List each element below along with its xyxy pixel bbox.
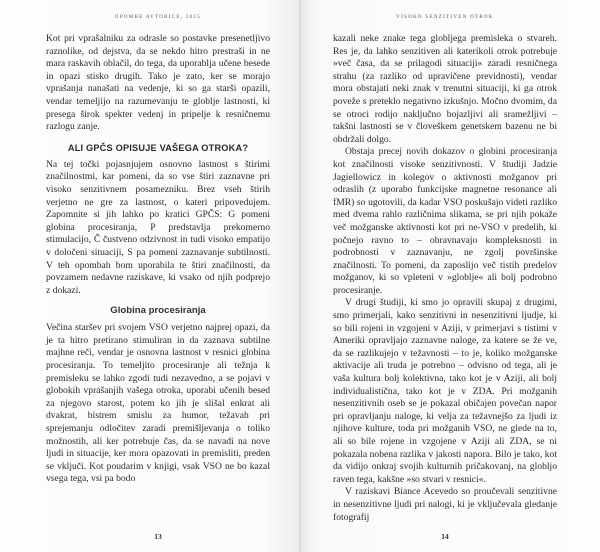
paragraph: Na tej točki pojasnjujem osnovno lastnost s štirimi značilnostmi, kar pomeni, da so vse štiri zaznavne pri visoko senzitivnem posamezniku. Brez vseh štirih verjetno ne gre za lastnost, o kateri pripovedujem. Zapomnite si jih lahko po kratici GPČS: G pomeni globina procesiranja, P predstavlja prekomerno stimulacijo, Č čustveno odzivnost in tudi visoko empatijo v določeni situaciji, S pa pomeni zaznavanje subtilnosti. V teh opombah bom uporabila te štiri značilnosti, da povzamem nedavne raziskave, ki vsako od njih podprejo z dokazi. xyxy=(46,158,270,296)
running-head-right: VISOKO SENZITIVEN OTROK xyxy=(396,15,494,20)
paragraph: kazali neke znake tega globljega premisleka o stvareh. Res je, da lahko senzitiven ali katerikoli otrok potrebuje »več časa, da se prilagodi situaciji« zaradi resničnega strahu (za razliko od upravičene previdnosti), vendar mora obstajati neki znak v trenutni situaciji, ki ga otrok poveže s preteklo negativno izkušnjo. Močno dvomim, da se otroci rodijo naključno bojazljivi ali sramežljivi – takšni lastnosti se v človeškem genetskem bazenu ne bi obdržali dolgo. xyxy=(333,33,557,145)
right-page xyxy=(300,0,600,552)
book-gutter xyxy=(299,0,301,552)
paragraph: V drugi študiji, ki smo jo opravili skupaj z drugimi, smo primerjali, kako senzitivni in nesenzitivni ljudje, ki so bili rojeni in vzgojeni v Aziji, v primerjavi s tistimi v Ameriki opravljajo zaznavne naloge, za katere se že ve, da se razlikujejo v težavnosti – to je, koliko možganske aktivacije ali truda je potrebno – odvisno od tega, ali je vaša kultura bolj kolektivna, tako kot je v Aziji, ali bolj individualistična, tako kot je v ZDA. Pri možganih nesenzitivnih oseb se je pokazal običajen povečan napor pri opravljanju naloge, ki velja za težavnejšo za ljudi iz njihove kulture, toda pri možganih VSO, ne glede na to, ali so bile rojene in vzgojene v Aziji ali ZDA, se ni pokazala nobena razlika v jakosti napora. Bilo je tako, kot da vidijo onkraj svojih kulturnih pričakovanj, na globljo raven tega, kakšne »so stvari v resnici«. xyxy=(333,297,557,485)
paragraph: V raziskavi Biance Acevedo so proučevali senzitivne in nesenzitivne ljudi pri nalogi, ki je vključevala gledanje fotografij xyxy=(333,486,557,523)
subsection-heading: Globina procesiranja xyxy=(110,305,206,317)
paragraph: Kot pri vprašalniku za odrasle so postavke presenetljivo raznolike, od dejstva, da se nekdo hitro prestraši in ne mara raskavih oblačil, do tega, da uporablja učene besede in opazi stisko drugih. Tako je zato, ker se morajo vprašanja nanašati na vedenje, ki so ga starši opazili, vendar temeljijo na razumevanju te globlje lastnosti, ki presega širok spekter vedenj in pripelje k resničnemu razlogu zanje. xyxy=(46,33,270,133)
section-heading: ALI GPČS OPISUJE VAŠEGA OTROKA? xyxy=(67,142,249,153)
page-number-right: 14 xyxy=(441,532,449,542)
paragraph: Večina staršev pri svojem VSO verjetno najprej opazi, da je ta hitro pretirano stimuliran in da zaznava subtilne majhne reči, vendar je osnovna lastnost v resnici globina procesiranja. To temeljito procesiranje ali težnja k premisleku se lahko zgodi tudi nezavedno, a se pojavi v globokih vprašanjih vašega otroka, uporabi učenih besed za njegovo starost, potem ko jih je slišal enkrat ali dvakrat, bistrem smislu za humor, težavah pri sprejemanju odločitev zaradi premišljevanja o toliko možnostih, ali ker potrebuje čas, da se navadi na nove ljudi in situacije, ker mora opazovati in premisliti, preden se vključi. Kot poudarim v knjigi, vsak VSO ne bo kazal vsega tega, vsi pa bodo xyxy=(46,322,270,485)
running-head-left: OPOMBE AVTORICE, 2015 xyxy=(114,15,202,20)
left-page-body xyxy=(46,33,270,524)
paragraph: Obstaja precej novih dokazov o globini procesiranja kot značilnosti visoke senzitivnosti. V študiji Jadzie Jagiellowicz in kolegov o aktivnosti možganov pri odraslih (z uporabo funkcijske magnetne resonance ali fMR) so ugotovili, da kadar VSO poskušajo videti razliko med dvema rahlo različnima slikama, se pri njih pokaže več možganske aktivnosti kot pri ne-VSO v predelih, ki počnejo ravno to – obravnavajo kompleksnosti in podrobnosti v zaznavanju, ne zgolj površinske značilnosti. To pomeni, da zaposlijo več tistih predelov možganov, ki so vpleteni v »globlje« ali bolj podrobno procesiranje. xyxy=(333,146,557,296)
page-number-left: 13 xyxy=(154,532,162,542)
right-page-body xyxy=(333,33,557,524)
